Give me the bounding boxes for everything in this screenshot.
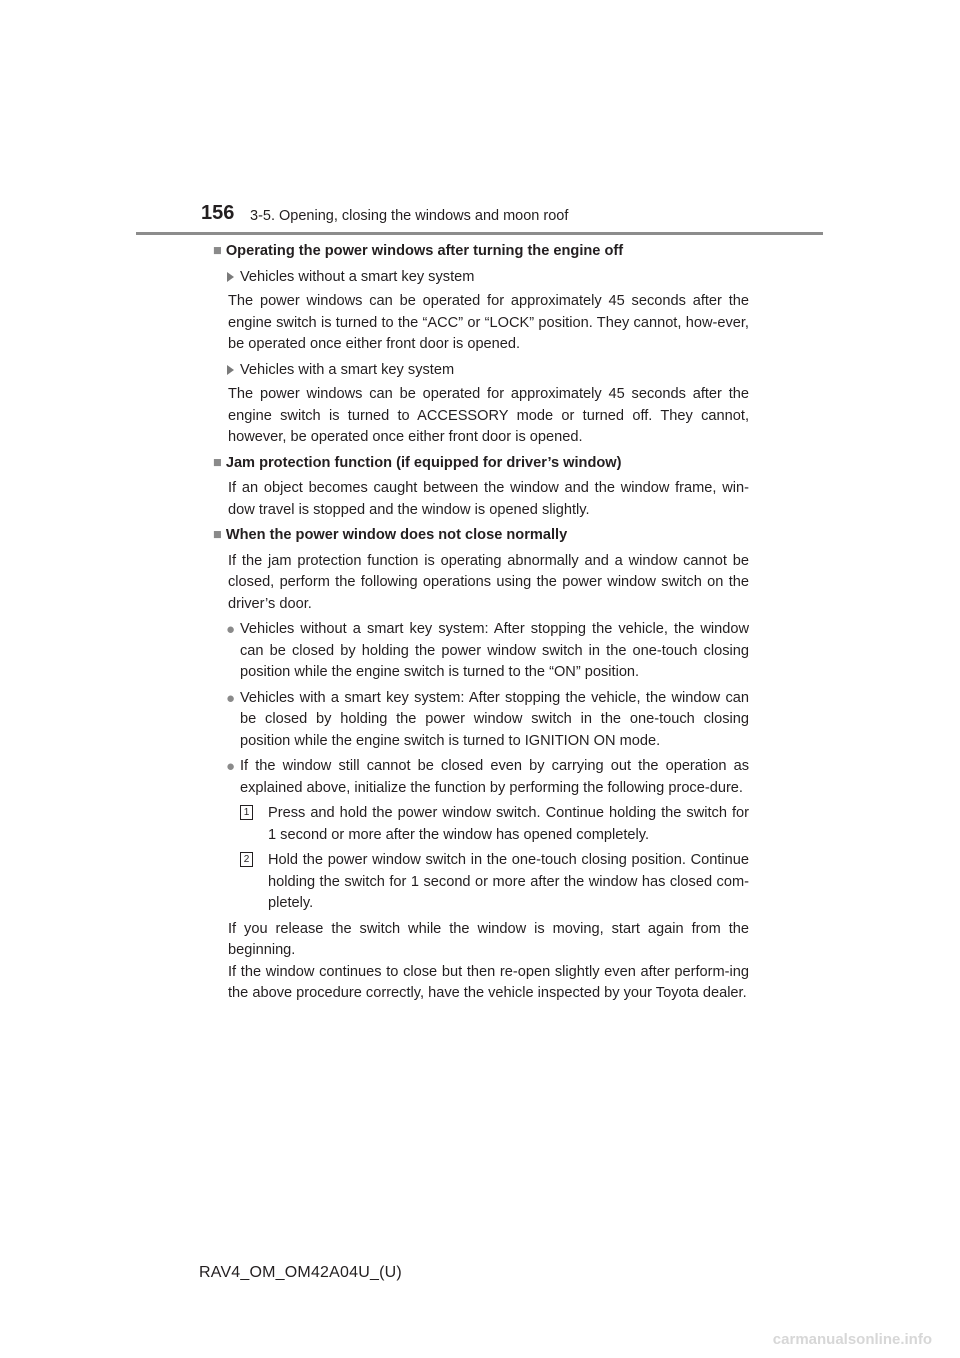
step-text: Press and hold the power window switch. Continue holding the switch for 1 second or more after the window has opened completely. (268, 805, 749, 843)
header-rule (136, 232, 823, 235)
paragraph: If you release the switch while the window is moving, start again from the beginning. (228, 920, 749, 958)
bullet-item (228, 619, 749, 684)
paragraph: The power windows can be operated for approximately 45 seconds after the engine switch is turned to ACCESSORY mode or turned off. They cannot, however, be operated once either front door is opened. (228, 386, 749, 445)
heading-text: Operating the power windows after turning the engine off (225, 243, 624, 259)
paragraph: If the jam protection function is operating abnormally and a window cannot be closed, perform the following operations using the power window switch on the driver’s door. (228, 552, 749, 612)
bullet-icon: ● (226, 621, 236, 638)
step-text: Hold the power window switch in the one-touch closing position. Continue holding the switch for 1 second or more after the window has closed com-pletely. (268, 852, 749, 911)
bullet-icon: ● (226, 689, 236, 707)
arrow-item-label: Vehicles without a smart key system (240, 268, 475, 285)
heading-jam-protection (213, 453, 749, 475)
heading-engine-off (213, 241, 749, 263)
step-item (240, 803, 749, 846)
bullet-text: Vehicles with a smart key system: After stopping the vehicle, the window can be closed by holding the power window switch in the one-touch closing position while the engine switch is turned to IGNITION ON mode. (240, 689, 749, 749)
heading-not-close (213, 525, 749, 547)
page-number: 156 (201, 202, 235, 224)
square-marker: ■ (213, 243, 222, 259)
bullet-icon: ● (226, 758, 236, 775)
section-title: 3-5. Opening, closing the windows and moon roof (250, 208, 569, 224)
watermark: carmanualsonline.info (772, 1331, 932, 1348)
paragraph: If an object becomes caught between the window and the window frame, win-dow travel is stopped and the window is opened slightly. (228, 480, 749, 518)
bullet-text: If the window still cannot be closed even by carrying out the operation as explained above, initialize the function by performing the following proce-dure. (240, 758, 749, 796)
step-number: 2 (240, 852, 253, 867)
step-item (240, 850, 749, 915)
arrow-item (228, 360, 749, 382)
footer-code: RAV4_OM_OM42A04U_(U) (199, 1264, 402, 1281)
paragraph: If the window continues to close but then re-open slightly even after perform-ing the above procedure correctly, have the vehicle inspected by your Toyota dealer. (228, 963, 749, 1001)
arrow-icon (227, 272, 234, 282)
paragraph: The power windows can be operated for approximately 45 seconds after the engine switch is turned to the “ACC” or “LOCK” position. They cannot, how-ever, be operated once either front door is opened. (228, 293, 749, 352)
heading-text: When the power window does not close normally (225, 527, 568, 543)
bullet-item (228, 688, 749, 753)
arrow-item (228, 267, 749, 289)
heading-text: Jam protection function (if equipped for driver’s window) (225, 454, 622, 471)
bullet-text: Vehicles without a smart key system: After stopping the vehicle, the window can be closed by holding the power window switch in the one-touch closing position while the engine switch is turned to the “ON” position. (240, 621, 749, 680)
page-content (213, 241, 749, 1005)
square-marker: ■ (213, 527, 222, 543)
arrow-item-label: Vehicles with a smart key system (240, 361, 455, 378)
step-number: 1 (240, 805, 253, 820)
bullet-item (228, 756, 749, 799)
arrow-icon (227, 365, 234, 375)
square-marker: ■ (213, 454, 222, 471)
